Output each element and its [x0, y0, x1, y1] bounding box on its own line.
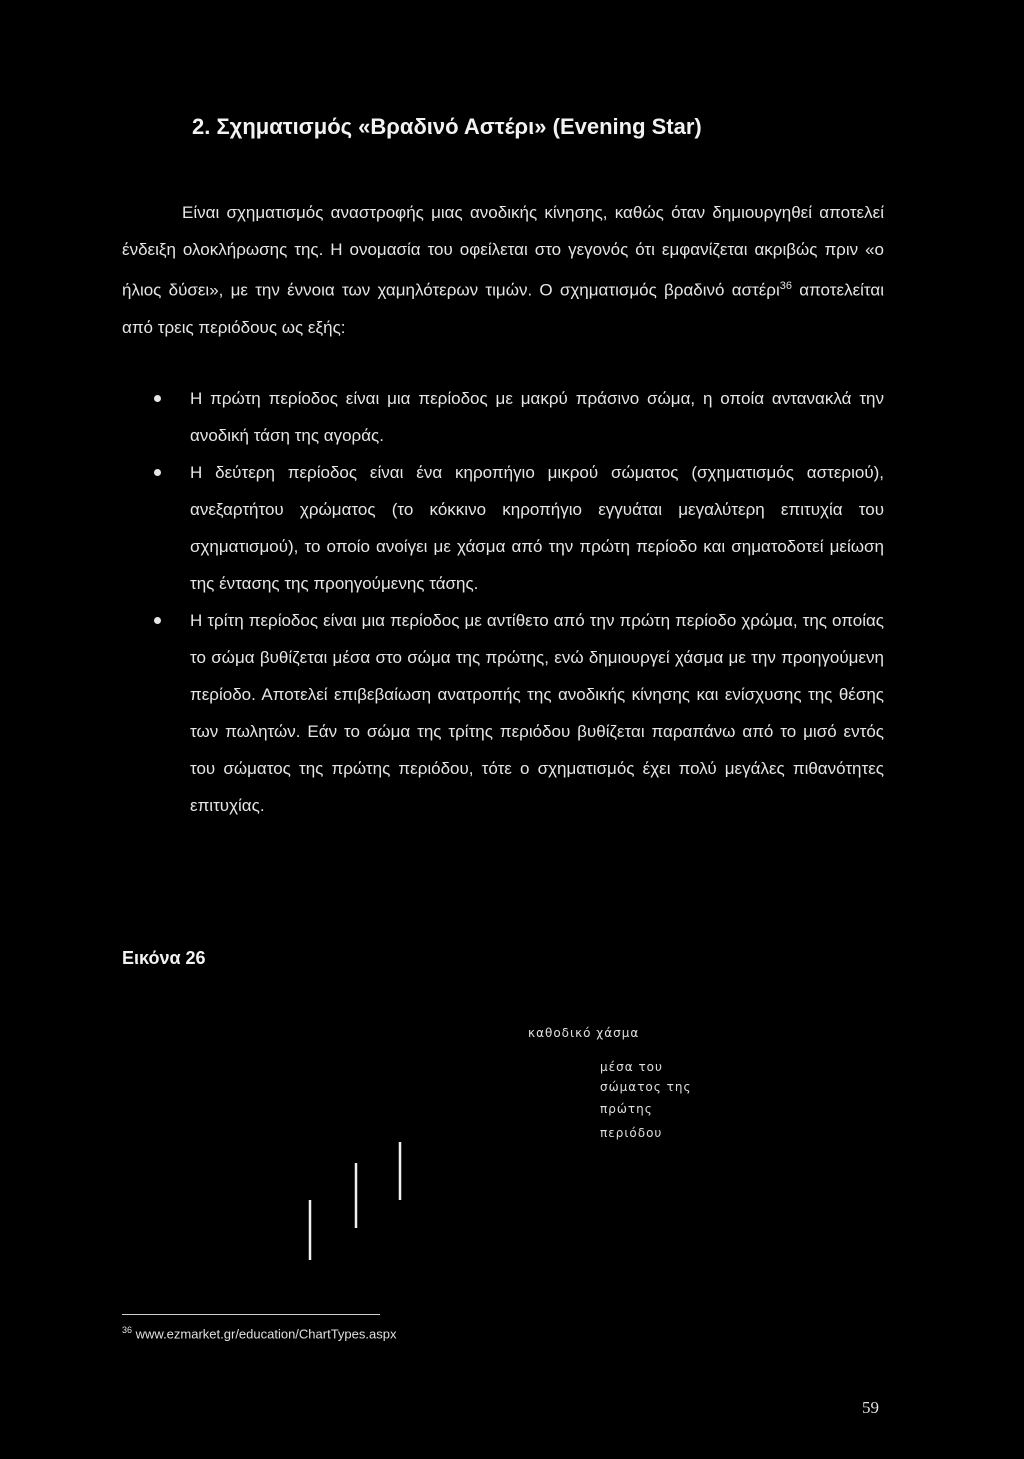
list-item-text: Η πρώτη περίοδος είναι μια περίοδος με μακρύ πράσινο σώμα, η οποία αντανακλά την ανοδική τάση της αγοράς.: [190, 389, 884, 445]
page-number: 59: [862, 1398, 879, 1417]
gap-annotation-line: περιόδου: [600, 1126, 663, 1140]
list-item: [150, 602, 884, 824]
footnote-number: 36: [122, 1325, 133, 1335]
intro-text: Είναι σχηματισμός αναστροφής μιας ανοδικής κίνησης, καθώς όταν δημιουργηθεί αποτελεί ένδειξη ολοκλήρωσης της. Η ονομασία του οφείλεται στο γεγονός ότι εμφανίζεται ακριβώς πριν «ο ήλιος δύσει», με την έννοια των χαμηλότερων τιμών. Ο σχηματισμός βραδινό αστέρι: [122, 203, 884, 300]
list-item-text: Η τρίτη περίοδος είναι μια περίοδος με αντίθετο από την πρώτη περίοδο χρώμα, της οποίας το σώμα βυθίζεται μέσα στο σώμα της πρώτης, ενώ δημιουργεί χάσμα με την προηγούμενη περίοδο. Αποτελεί επιβεβαίωση ανατροπής της ανοδικής κίνησης και ενίσχυσης της θέσης των πωλητών. Εάν το σώμα της τρίτης περιόδου βυθίζεται παραπάνω από το μισό εντός του σώματος της πρώτης περιόδου, τότε ο σχηματισμός έχει πολύ μεγάλες πιθανότητες επιτυχίας.: [190, 611, 884, 815]
gap-annotation-title: καθοδικό χάσμα: [528, 1026, 640, 1040]
gap-annotation-line: σώματος της: [600, 1080, 692, 1094]
footnote-divider: [122, 1314, 380, 1315]
bullet-icon: [154, 617, 161, 624]
list-item: [150, 454, 884, 602]
footnote: [122, 1325, 396, 1341]
intro-text-continued: αποτελείται από τρεις περιόδους ως εξής:: [122, 280, 884, 337]
evening-star-figure: [290, 1015, 730, 1280]
bullet-icon: [154, 395, 161, 402]
figure-label: Εικόνα 26: [122, 948, 206, 968]
list-item: [150, 380, 884, 454]
intro-paragraph: [122, 194, 884, 346]
bullet-icon: [154, 469, 161, 476]
gap-annotation-line: μέσα του: [600, 1060, 663, 1074]
section-heading: 2. Σχηματισμός «Βραδινό Αστέρι» (Evening Star): [192, 114, 702, 139]
gap-annotation-line: πρώτης: [600, 1102, 653, 1116]
period-list: [150, 380, 884, 824]
list-item-text: Η δεύτερη περίοδος είναι ένα κηροπήγιο μικρού σώματος (σχηματισμός αστεριού), ανεξαρτήτου χρώματος (το κόκκινο κηροπήγιο εγγυάται μεγαλύτερη επιτυχία του σχηματισμού), το οποίο ανοίγει με χάσμα από την πρώτη περίοδο και σηματοδοτεί μείωση της έντασης της προηγούμενης τάσης.: [190, 463, 884, 593]
footnote-link[interactable]: www.ezmarket.gr/education/ChartTypes.aspx: [132, 1326, 397, 1342]
footnote-reference[interactable]: 36: [779, 280, 793, 292]
